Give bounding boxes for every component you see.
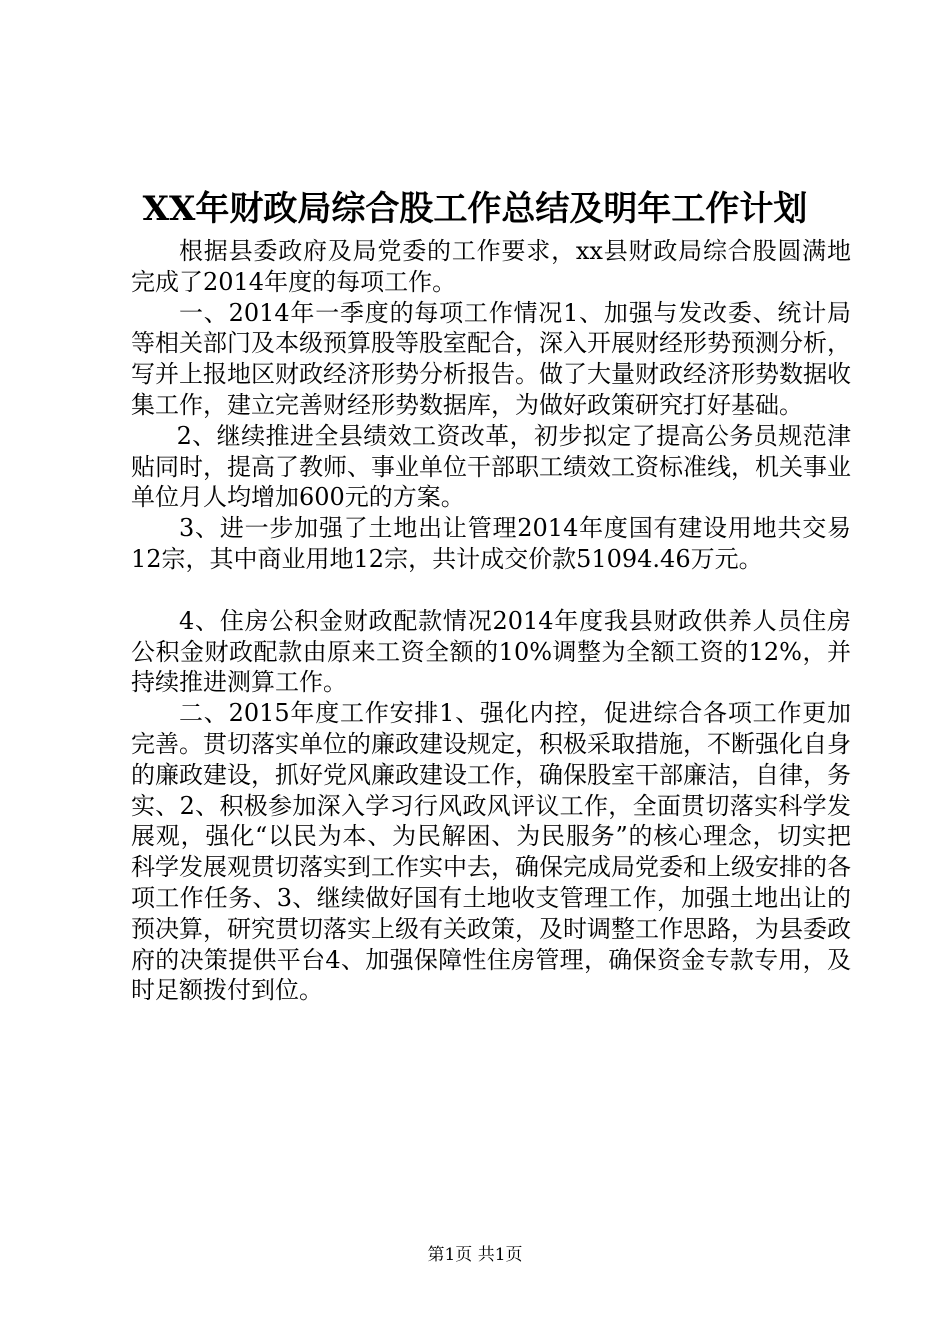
paragraph-section-two: 二、2015年度工作安排1、强化内控，促进综合各项工作更加完善。贯切落实单位的廉政建设规定，积极采取措施，不断强化自身的廉政建设，抓好党风廉政建设工作，确保股室干部廉洁，自律，务实、2、积极参加深入学习行风政风评议工作，全面贯切落实科学发展观，强化“以民为本、为民解困、为民服务”的核心理念，切实把科学发展观贯切落实到工作实中去，确保完成局党委和上级安排的各项工作任务、3、继续做好国有土地收支管理工作，加强土地出让的预决算，研究贯切落实上级有关政策，及时调整工作思路，为县委政府的决策提供平台4、加强保障性住房管理，确保资金专款专用，及时足额拨付到位。 xyxy=(131,699,851,1005)
page-footer: 第1页 共1页 xyxy=(427,1245,523,1265)
document-title: XX年财政局综合股工作总结及明年工作计划 xyxy=(142,189,808,229)
paragraph-item-2: 2、继续推进全县绩效工资改革，初步拟定了提高公务员规范津贴同时，提高了教师、事业单位干部职工绩效工资标准线，机关事业单位月人均增加600元的方案。 xyxy=(131,421,851,512)
paragraph-intro: 根据县委政府及局党委的工作要求，xx县财政局综合股圆满地完成了2014年度的每项工作。 xyxy=(131,237,851,296)
document-body xyxy=(131,236,851,1006)
paragraph-section-one: 一、2014年一季度的每项工作情况1、加强与发改委、统计局等相关部门及本级预算股等股室配合，深入开展财经形势预测分析，写并上报地区财政经济形势分析报告。做了大量财政经济形势数据收集工作，建立完善财经形势数据库，为做好政策研究打好基础。 xyxy=(131,298,851,419)
paragraph-item-3: 3、进一步加强了土地出让管理2014年度国有建设用地共交易12宗，其中商业用地12宗，共计成交价款51094.46万元。 xyxy=(131,514,851,573)
paragraph-item-4: 4、住房公积金财政配款情况2014年度我县财政供养人员住房公积金财政配款由原来工资全额的10%调整为全额工资的12%，并持续推进测算工作。 xyxy=(131,606,851,697)
